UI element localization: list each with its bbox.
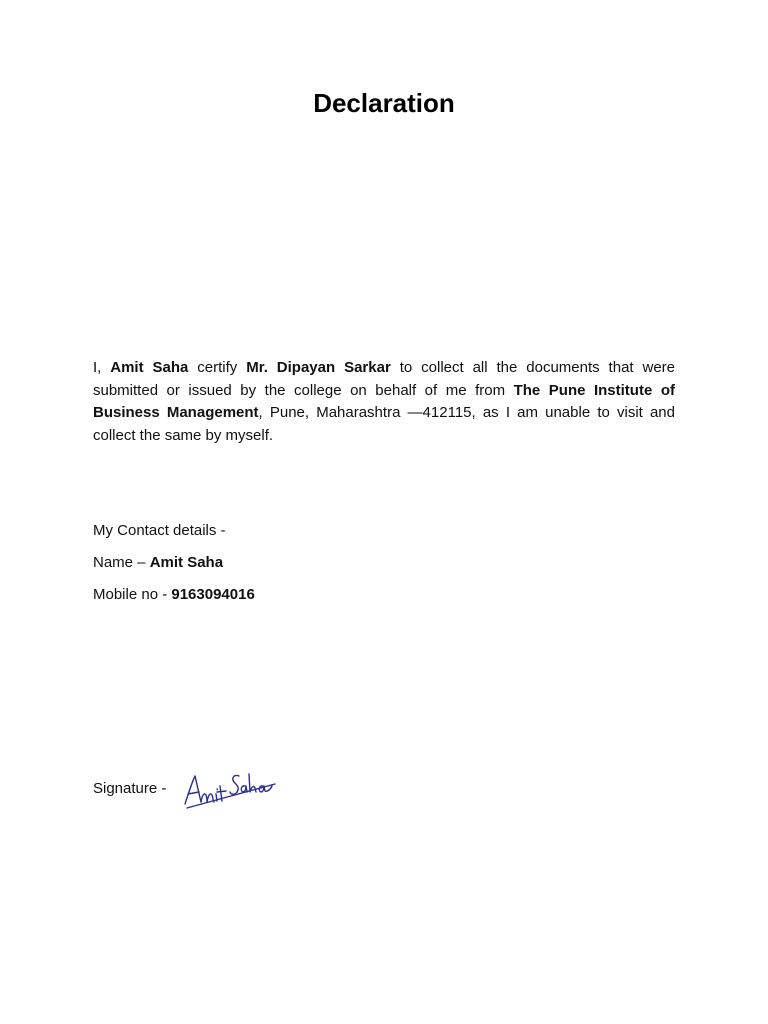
contact-name-line [93, 554, 223, 571]
statement-certify: certify [188, 359, 247, 376]
contact-mobile-line [93, 586, 255, 603]
statement-prefix: I, [93, 359, 111, 376]
signature-row [93, 760, 393, 820]
statement-end: , Pune, Maharashtra —412115, as I am unable to visit and collect the same by myself. [93, 404, 675, 444]
statement-middle: to collect all the documents that were submitted or issued by the college on behalf of me from [93, 359, 676, 399]
contact-name-value: Amit Saha [149, 554, 224, 571]
contact-mobile-label: Mobile no - [93, 586, 172, 603]
authorized-person-name: Mr. Dipayan Sarkar [246, 359, 391, 376]
contact-heading: My Contact details - [93, 522, 226, 539]
signature-label: Signature - [93, 780, 167, 797]
declaration-statement [93, 357, 675, 447]
signature-image [179, 764, 279, 814]
declarant-name: Amit Saha [110, 359, 189, 376]
institution-name: The Pune Institute of Business Management [93, 381, 675, 421]
contact-mobile-value: 9163094016 [171, 586, 255, 603]
page-title: Declaration [313, 88, 455, 118]
contact-name-label: Name – [93, 554, 150, 571]
